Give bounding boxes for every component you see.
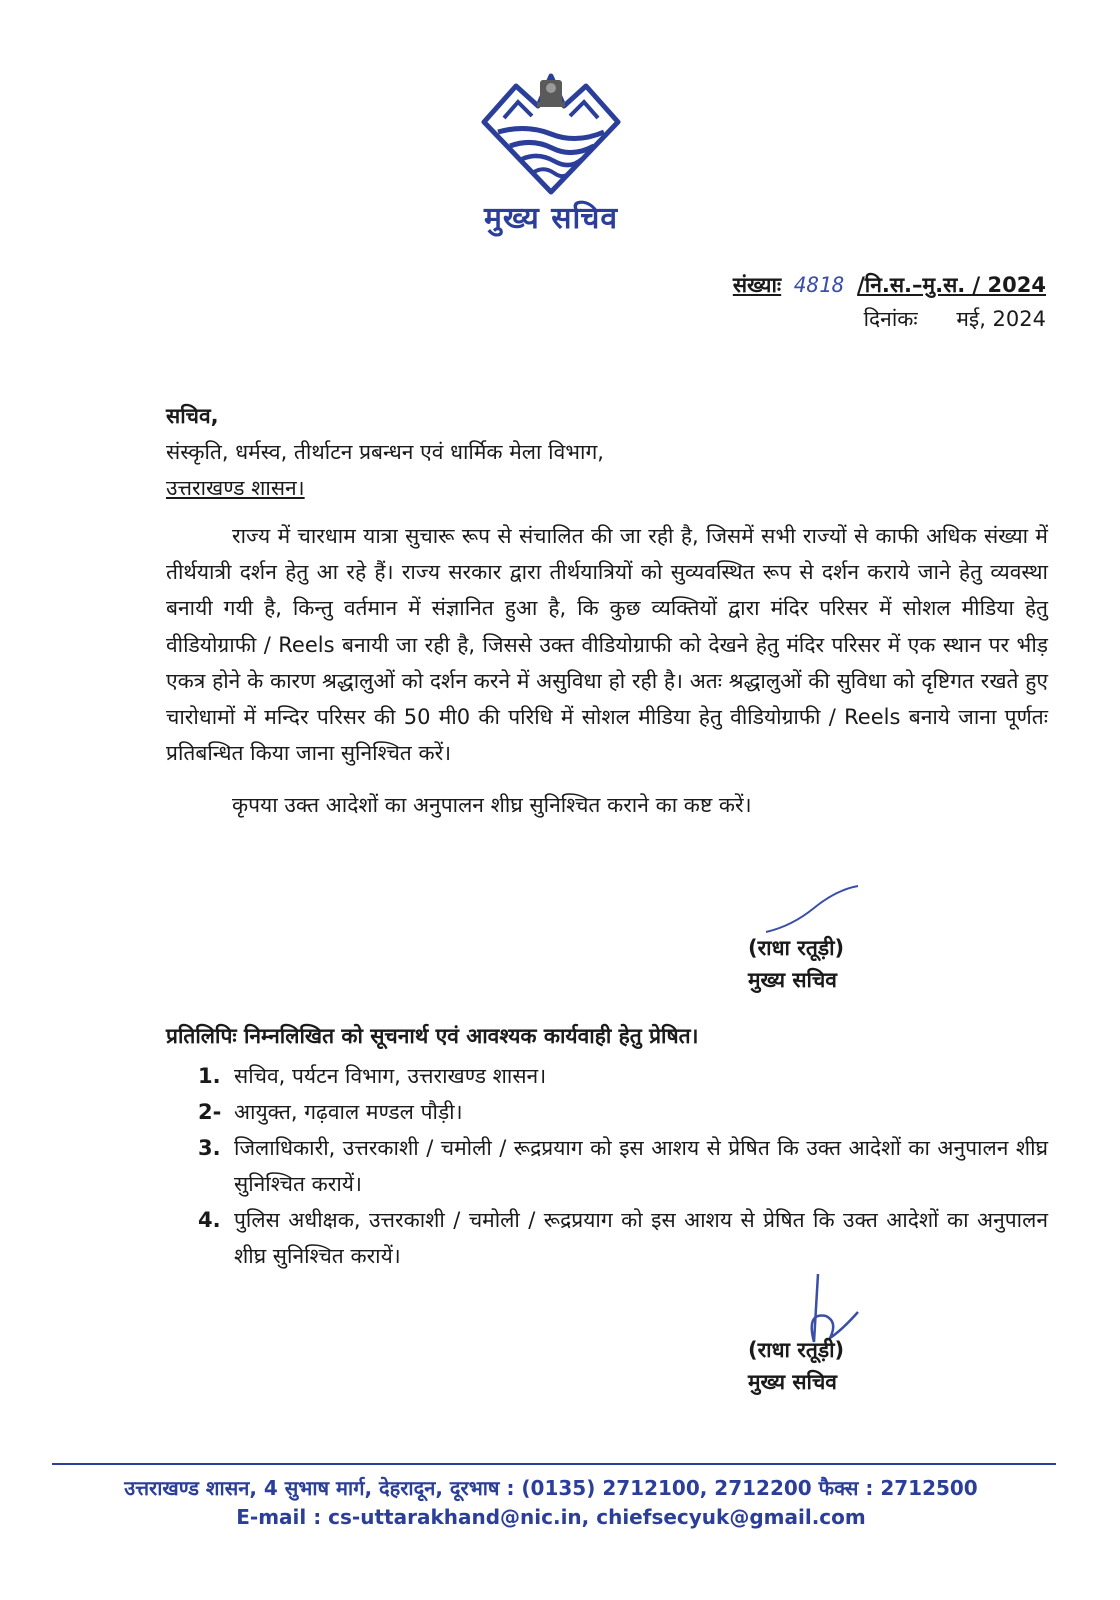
reference-number-line: [733, 268, 1046, 302]
date-label: दिनांकः: [863, 307, 918, 331]
list-item-text: पुलिस अधीक्षक, उत्तरकाशी / चमोली / रूद्रप्रयाग को इस आशय से प्रेषित कि उक्त आदेशों का अनुपालन शीघ्र सुनिश्चित करायें।: [234, 1208, 1048, 1268]
body-paragraph-2: कृपया उक्त आदेशों का अनुपालन शीघ्र सुनिश्चित कराने का कष्ट करें।: [232, 793, 752, 818]
reference-number: 4818: [793, 273, 845, 297]
addressee-government: उत्तराखण्ड शासन।: [166, 476, 305, 500]
list-item: [198, 1202, 1048, 1274]
footer-divider: [52, 1463, 1056, 1465]
letter-body: [166, 518, 1048, 824]
reference-label: संख्याः: [732, 273, 782, 297]
addressee-department: संस्कृति, धर्मस्व, तीर्थाटन प्रबन्धन एवं धार्मिक मेला विभाग,: [166, 440, 604, 464]
list-item-number: 2-: [198, 1100, 222, 1124]
footer-email: E-mail : cs-uttarakhand@nic.in, chiefsecyuk@gmail.com: [236, 1505, 866, 1529]
list-item-number: 1.: [198, 1064, 221, 1088]
footer-address: उत्तराखण्ड शासन, 4 सुभाष मार्ग, देहरादून, दूरभाष : (0135) 2712100, 2712200 फैक्स : 2712500: [124, 1476, 978, 1500]
list-item: [198, 1094, 1048, 1130]
list-item: [198, 1130, 1048, 1202]
signatory-name: (राधा रतूड़ी): [748, 1338, 845, 1362]
signature-block: [748, 932, 948, 996]
department-title: मुख्य सचिव: [483, 201, 619, 236]
addressee-salutation: सचिव,: [166, 404, 219, 428]
body-paragraph-1: राज्य में चारधाम यात्रा सुचारू रूप से संचालित की जा रही है, जिसमें सभी राज्यों से काफी अधिक संख्या में तीर्थयात्री दर्शन हेतु आ रहे हैं। राज्य सरकार द्वारा तीर्थयात्रियों को सुव्यवस्थित रूप से दर्शन कराये जाने हेतु व्यवस्था बनायी गयी है, किन्तु वर्तमान में संज्ञानित हुआ है, कि कुछ व्यक्तियों द्वारा मंदिर परिसर में सोशल मीडिया हेतु वीडियोग्राफी / Reels बनायी जा रही है, जिससे उक्त वीडियोग्राफी को देखने हेतु मंदिर परिसर में एक स्थान पर भीड़ एकत्र होने के कारण श्रद्धालुओं को दर्शन करने में असुविधा हो रही है। अतः श्रद्धालुओं की सुविधा को दृष्टिगत रखते हुए चारोधामों में मन्दिर परिसर की 50 मी0 की परिधि में सोशल मीडिया हेतु वीडियोग्राफी / Reels बनाये जाना पूर्णतः प्रतिबन्धित किया जाना सुनिश्चित करें।: [166, 524, 1048, 766]
addressee: [166, 398, 604, 506]
list-item-number: 4.: [198, 1208, 221, 1232]
copy-heading: प्रतिलिपिः निम्नलिखित को सूचनार्थ एवं आवश्यक कार्यवाही हेतु प्रेषित।: [166, 1024, 699, 1048]
date-value: मई, 2024: [956, 307, 1046, 331]
signatory-designation: मुख्य सचिव: [748, 1370, 837, 1394]
list-item-text: आयुक्त, गढ़वाल मण्डल पौड़ी।: [234, 1100, 463, 1124]
reference-block: [733, 268, 1046, 336]
date-line: [733, 302, 1046, 336]
signature-block-copy: [748, 1334, 948, 1398]
uttarakhand-emblem-icon: [476, 58, 626, 196]
signatory-name: (राधा रतूड़ी): [748, 936, 845, 960]
reference-suffix: /नि.स.–मु.स. / 2024: [857, 273, 1046, 297]
list-item-text: जिलाधिकारी, उत्तरकाशी / चमोली / रूद्रप्रयाग को इस आशय से प्रेषित कि उक्त आदेशों का अनुपालन शीघ्र सुनिश्चित करायें।: [234, 1136, 1048, 1196]
signatory-designation: मुख्य सचिव: [748, 968, 837, 992]
copy-list: [198, 1058, 1048, 1274]
list-item-text: सचिव, पर्यटन विभाग, उत्तराखण्ड शासन।: [234, 1064, 547, 1088]
list-item: [198, 1058, 1048, 1094]
list-item-number: 3.: [198, 1136, 221, 1160]
